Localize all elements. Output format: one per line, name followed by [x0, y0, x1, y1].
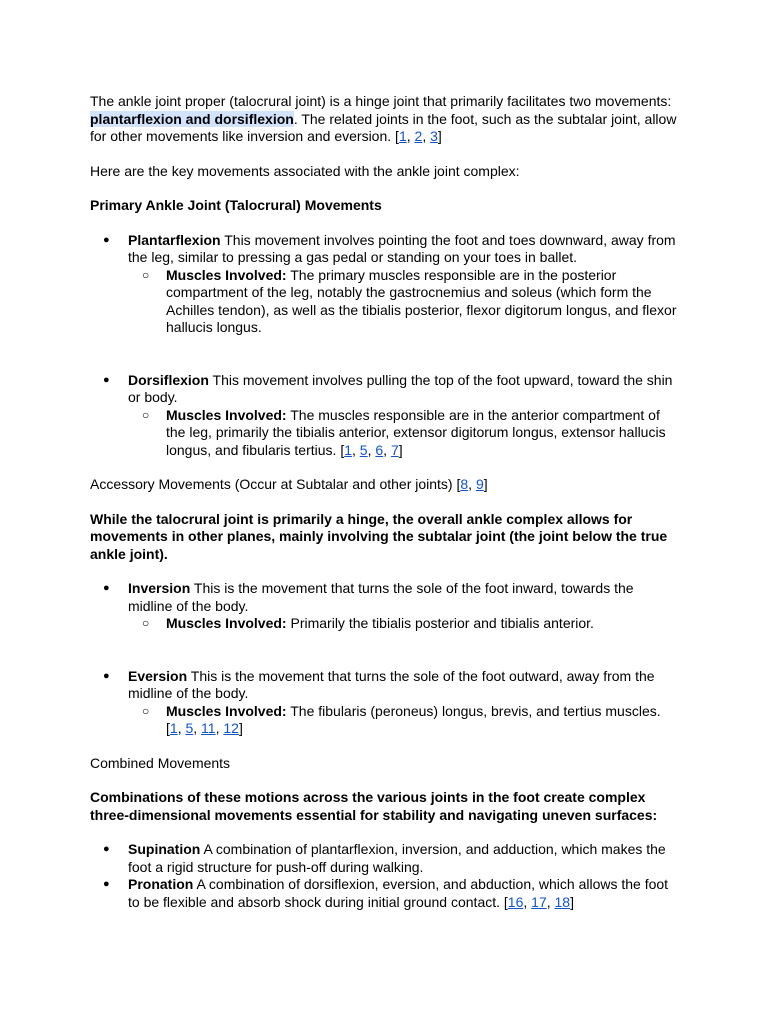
primary-movements-list [90, 232, 680, 337]
intro-paragraph: The ankle joint proper (talocrural joint) is a hinge joint that primarily facilitates two movements: plantarflexion and dorsiflexion. The related joints in the foot, such as the subtalar joint, allow for other movements like inversion and eversion. [1, 2, 3] [90, 93, 677, 144]
inversion-list [90, 580, 680, 633]
citation-link[interactable]: 11 [201, 720, 216, 736]
intro-highlight[interactable]: plantarflexion and dorsiflexion [90, 110, 294, 127]
list-item-plantarflexion: ● Plantarflexion This movement involves pointing the foot and toes downward, away from the leg, similar to pressing a gas pedal or standing on your toes in ballet. ○ Muscles Involved: The primary muscles responsible are in the posterior compartment of the leg, notably the gastrocnemius and soleus (which form the Achilles tendon), as well as the tibialis posterior, flexor digitorum longus, and flexor hallucis longus. [90, 232, 680, 337]
key-movements-intro: Here are the key movements associated with the ankle joint complex: [90, 162, 520, 179]
sublist-item-muscles: ○ Muscles Involved: Primarily the tibialis posterior and tibialis anterior. [128, 615, 680, 633]
list-item-eversion: ● Eversion This is the movement that turns the sole of the foot outward, away from the midline of the body. ○ Muscles Involved: The fibularis (peroneus) longus, brevis, and tertius muscles. [1, 5, 11, 12] [90, 668, 680, 738]
citation-link[interactable]: 1 [169, 720, 178, 736]
citation-link[interactable]: 5 [185, 720, 194, 736]
list-item-dorsiflexion: ● Dorsiflexion This movement involves pulling the top of the foot upward, toward the shin or body. ○ Muscles Involved: The muscles responsible are in the anterior compartment of the leg, primarily the tibialis anterior, extensor digitorum longus, extensor hallucis longus, and fibularis tertius. [1, 5, 6, 7] [90, 372, 680, 460]
dorsiflexion-list [90, 372, 680, 460]
eversion-list [90, 668, 680, 738]
intro-text-2: . The related joints in the foot, such as the subtalar joint, allow for other movements like inversion and eversion. [ [90, 110, 677, 144]
sublist-item-muscles: ○ Muscles Involved: The fibularis (peroneus) longus, brevis, and tertius muscles. [1, 5, 11, 12] [128, 703, 680, 738]
citation-link[interactable]: 2 [414, 128, 423, 144]
document-page [90, 93, 680, 911]
citation-link[interactable]: 9 [475, 476, 484, 492]
citation-link[interactable]: 3 [430, 128, 438, 144]
citation-link[interactable]: 8 [460, 476, 469, 492]
sublist-item-muscles: ○ Muscles Involved: The muscles responsible are in the anterior compartment of the leg, primarily the tibialis anterior, extensor digitorum longus, extensor hallucis longus, and fibularis tertius. [1, 5, 6, 7] [128, 407, 680, 460]
accessory-heading: Accessory Movements (Occur at Subtalar and other joints) [8, 9] [90, 476, 488, 492]
combined-heading: Combined Movements [90, 754, 231, 771]
citation-link[interactable]: 6 [375, 441, 384, 458]
sublist-item-muscles: ○ Muscles Involved: The primary muscles responsible are in the posterior compartment of the leg, notably the gastrocnemius and soleus (which form the Achilles tendon), as well as the tibialis posterior, flexor digitorum longus, and flexor hallucis longus. [128, 267, 680, 337]
accessory-bold-paragraph: While the talocrural joint is primarily a hinge, the overall ankle complex allows for movements in other planes, mainly involving the subtalar joint (the joint below the true ankle joint). [90, 510, 668, 562]
citation-link[interactable]: 16 [507, 893, 524, 910]
citation-link[interactable]: 1 [398, 128, 407, 144]
primary-heading: Primary Ankle Joint (Talocrural) Movements [90, 197, 382, 213]
intro-text-1: The ankle joint proper (talocrural joint) is a hinge joint that primarily facilitates two movements: [90, 93, 672, 109]
citation-link[interactable]: 18 [554, 893, 571, 910]
combined-movements-list [90, 841, 680, 911]
citation-link[interactable]: 17 [531, 893, 547, 910]
list-item-pronation: ● Pronation A combination of dorsiflexion, eversion, and abduction, which allows the foot to be flexible and absorb shock during initial ground contact. [16, 17, 18] [90, 876, 680, 911]
combined-bold-paragraph: Combinations of these motions across the various joints in the foot create complex three-dimensional movements essential for stability and navigating uneven surfaces: [90, 789, 658, 823]
citation-link[interactable]: 12 [223, 720, 239, 736]
list-item-supination: ● Supination A combination of plantarflexion, inversion, and adduction, which makes the foot a rigid structure for push-off during walking. [90, 841, 680, 876]
list-item-inversion: ● Inversion This is the movement that turns the sole of the foot inward, towards the midline of the body. ○ Muscles Involved: Primarily the tibialis posterior and tibialis anterior. [90, 580, 680, 633]
citation-link[interactable]: 7 [390, 441, 399, 458]
citation-link[interactable]: 5 [359, 441, 368, 458]
citation-link[interactable]: 1 [344, 441, 353, 458]
